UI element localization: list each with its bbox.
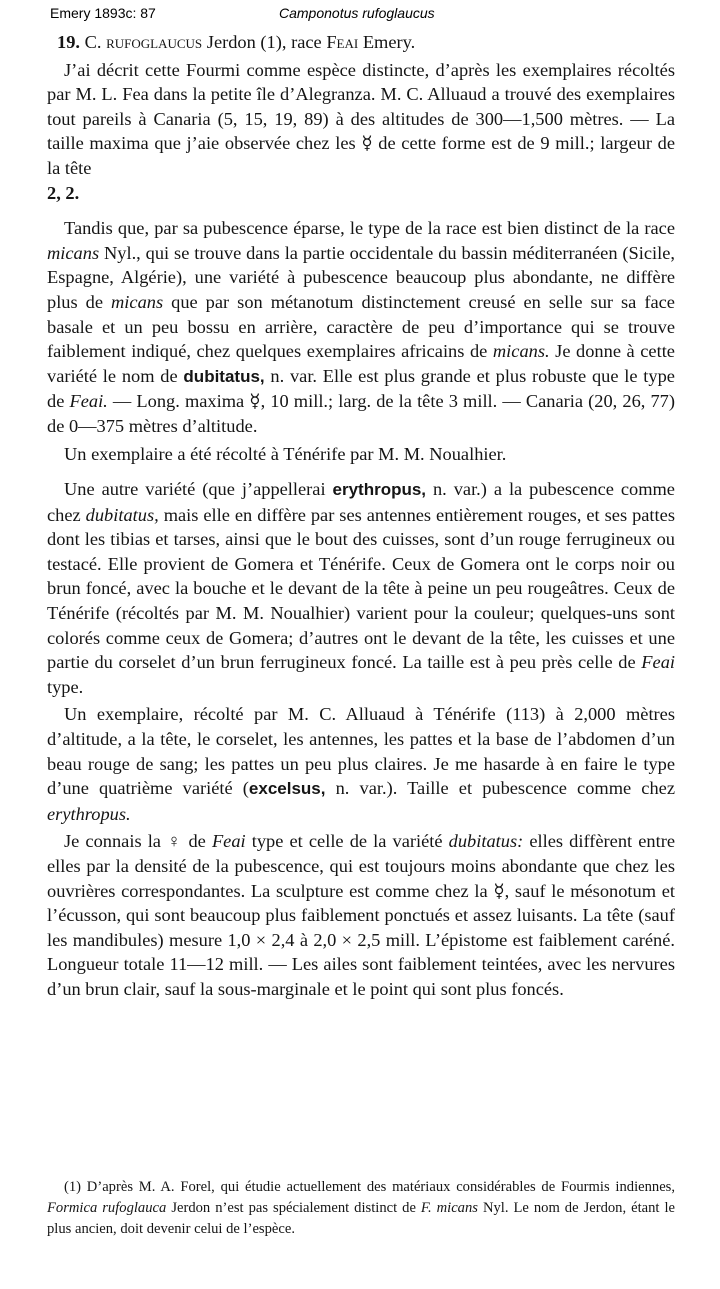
body-text [47, 30, 675, 1002]
race-label: race [291, 32, 322, 52]
variety-excelsus: excelsus, [248, 779, 326, 799]
paragraph-5-text-b: n. var.). Taille et pubescence comme chez [335, 778, 675, 799]
paragraph-2 [47, 216, 675, 438]
paragraph-2-text-c: que par son métanotum distinctement creusé en selle sur sa face basale et un peu bossu en arrière, caractère de peu d’importance qui se trouve faiblement indiqué, chez quelques exemplaires africains de [47, 291, 675, 362]
taxon-dubitatus: dubitatus, [85, 504, 159, 525]
footnote-text-c: Nyl. Le nom de Jerdon, étant le plus ancien, doit devenir celui de l’espèce. [47, 1200, 675, 1237]
taxon-erythropus: erythropus. [47, 803, 131, 824]
taxon-micans: micans. [492, 341, 550, 362]
paragraph-2-text-d: Je donne à cette variété le nom de [47, 341, 675, 386]
paragraph-1-text: J’ai décrit cette Fourmi comme espèce distincte, d’après les exemplaires récoltés par M. L. Fea dans la petite île d’Alegranza. M. C. Alluaud a trouvé des exemplaires tout pareils à Canaria (5, 15, 19, 89) à des altitudes de 300—1,500 mètres. — La taille maxima que j’aie observée chez les ☿ de cette forme est de 9 mill.; largeur de la tête [47, 59, 675, 178]
citation-label: Emery 1893c: 87 [50, 5, 156, 21]
paragraph-4-text-a: Une autre variété (que j’appellerai [64, 479, 326, 500]
paragraph-4-text-c: mais elle en diffère par ses antennes entièrement rouges, et ses pattes dont les tibias et tarses, ainsi que le bout des cuisses, sont d’un rouge ferrugineux ou testacé. Elle provient de Gomera et Ténérife. Ceux de Gomera ont le corps noir ou brun foncé, avec la bouche et le devant de la tête à peine un peu rougeâtres. Ceux de Ténérife (récoltés par M. M. Noualhier) varient pour la couleur; quelques-uns sont colorés comme ceux de Gomera; d’autres ont le devant de la tête, les cuisses et une partie du corselet d’un brun ferrugineux foncé. La taille est à peu près celle de [47, 504, 675, 673]
taxon-feai: Feai. [69, 391, 108, 412]
taxon-formica-rufoglauca: Formica rufoglauca [47, 1200, 167, 1216]
paragraph-2-text-a: Tandis que, par sa pubescence éparse, le type de la race est bien distinct de la race [64, 218, 675, 239]
footnote-text-b: Jerdon n’est pas spécialement distinct de [171, 1200, 416, 1216]
footnote [47, 1177, 675, 1240]
paragraph-2-text-e: n. var. Elle est plus grande et plus robuste que le type de [47, 365, 675, 412]
paragraph-2-text-b: Nyl., qui se trouve dans la partie occidentale du bassin méditerranéen (Sicile, Espagne, Algérie), une variété à pubescence beaucoup plus abondante, ne diffère plus de [47, 242, 675, 312]
paragraph-4 [47, 477, 675, 699]
paragraph-1 [47, 58, 675, 206]
paragraph-5-text-a: Un exemplaire, récolté par M. C. Alluaud à Ténérife (113) à 2,000 mètres d’altitude, a la tête, le corselet, les antennes, les pattes et la base de l’abdomen d’un beau rouge de sang; les pattes un peu plus claires. Je me hasarde à en faire le type d’une quatrième variété ( [47, 704, 675, 799]
running-head [0, 5, 720, 25]
taxon-feai: Feai [641, 652, 675, 673]
footnote-text [47, 1177, 675, 1240]
paragraph-1-end: 2, 2. [47, 182, 80, 203]
variety-erythropus: erythropus, [332, 480, 427, 500]
paragraph-2-text-f: — Long. maxima ☿, 10 mill.; larg. de la tête 3 mill. — Canaria (20, 26, 77) de 0—375 mètres d’altitude. [47, 391, 676, 436]
taxon-micans: micans [47, 242, 100, 263]
footnote-text-a: (1) D’après M. A. Forel, qui étudie actuellement des matériaux considérables de Fourmis indiennes, [64, 1179, 675, 1195]
taxon-dubitatus: dubitatus: [448, 831, 524, 852]
genus-abbrev: C. [84, 32, 102, 52]
species-name: rufoglaucus [106, 32, 203, 52]
race-name: Feai [326, 32, 359, 52]
paragraph-6-text-b: type et celle de la variété [251, 831, 443, 852]
species-heading [47, 30, 675, 55]
taxon-label: Camponotus rufoglaucus [279, 5, 435, 21]
footnote-ref: (1), [260, 32, 287, 52]
paragraph-3: Un exemplaire a été récolté à Ténérife par M. M. Noualhier. [64, 443, 507, 464]
paragraph-4-text-d: type. [47, 676, 84, 697]
race-author: Emery. [362, 32, 416, 52]
paragraph-6-text-c: elles diffèrent entre elles par la densité de la pubescence, qui est toujours moins abondante que chez les ouvrières correspondantes. La sculpture est comme chez la ☿, sauf le mésonotum et l’écusson, qui sont beaucoup plus faiblement ponctués et assez luisants. La tête (sauf les mandibules) mesure 1,0 × 2,4 à 2,0 × 2,5 mill. L’épistome est faiblement caréné. Longueur totale 11—12 mill. — Les ailes sont faiblement teintées, avec les nervures d’un brun clair, sauf la sous-marginale et le point qui sont plus foncés. [47, 831, 675, 999]
paragraph-4-text-b: n. var.) a la pubescence comme chez [47, 479, 675, 525]
paragraph-6-text-a: Je connais la ♀ de [64, 831, 206, 852]
species-number: 19. [57, 32, 80, 52]
paragraph-6 [47, 829, 675, 1001]
variety-dubitatus: dubitatus, [183, 366, 265, 386]
taxon-micans: micans [111, 291, 164, 312]
paragraph-5 [47, 702, 675, 826]
taxon-feai: Feai [211, 831, 246, 852]
taxon-f-micans: F. micans [420, 1200, 478, 1216]
species-author: Jerdon [206, 32, 256, 52]
